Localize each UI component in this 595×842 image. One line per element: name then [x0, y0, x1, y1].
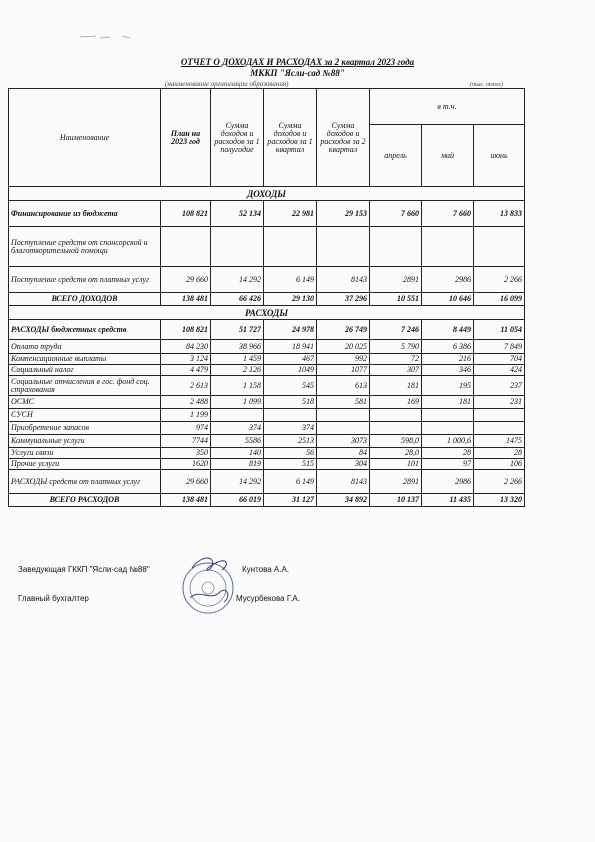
- cell-apr: 2891: [370, 470, 422, 494]
- row-label: Услуги связи: [9, 448, 161, 459]
- table-row: [9, 320, 525, 340]
- cell-q1: 31 127: [264, 494, 317, 507]
- cell-may: 11 435: [422, 494, 474, 507]
- cell-q1: 374: [264, 422, 317, 435]
- row-label: РАСХОДЫ бюджетных средств: [9, 320, 161, 340]
- cell-jun: [474, 409, 525, 422]
- cell-q1: 24 978: [264, 320, 317, 340]
- cell-jun: [474, 227, 525, 267]
- cell-q1: 2513: [264, 435, 317, 448]
- cell-jun: 1475: [474, 435, 525, 448]
- table-row: [9, 470, 525, 494]
- cell-q1: 518: [264, 396, 317, 409]
- row-label: СУСН: [9, 409, 161, 422]
- col-header-april: апрель: [370, 125, 422, 187]
- cell-jun: 13 833: [474, 201, 525, 227]
- cell-plan: 1620: [161, 459, 211, 470]
- row-label: Социальные отчисления в гос. фонд соц. страхования: [9, 376, 161, 396]
- cell-apr: 10 551: [370, 293, 422, 306]
- cell-q1: 29 130: [264, 293, 317, 306]
- cell-q1: 515: [264, 459, 317, 470]
- cell-may: [422, 227, 474, 267]
- cell-h1: 51 727: [211, 320, 264, 340]
- cell-q2: 992: [317, 354, 370, 365]
- cell-apr: [370, 422, 422, 435]
- table-row: [9, 435, 525, 448]
- cell-jun: 16 099: [474, 293, 525, 306]
- cell-jun: 7 849: [474, 340, 525, 354]
- cell-apr: 7 660: [370, 201, 422, 227]
- col-header-may: май: [422, 125, 474, 187]
- cell-jun: 11 054: [474, 320, 525, 340]
- cell-q2: 29 153: [317, 201, 370, 227]
- head-signature-label: Заведующая ГККП "Ясли-сад №88": [18, 565, 150, 574]
- cell-jun: 231: [474, 396, 525, 409]
- row-label: ВСЕГО ДОХОДОВ: [9, 293, 161, 306]
- cell-apr: 101: [370, 459, 422, 470]
- cell-apr: 7 246: [370, 320, 422, 340]
- section-expenses: [9, 306, 525, 320]
- cell-h1: 52 134: [211, 201, 264, 227]
- table-row: [9, 459, 525, 470]
- cell-q2: [317, 409, 370, 422]
- cell-jun: 28: [474, 448, 525, 459]
- col-header-q2: Сумма доходов и расходов за 2 квартал: [317, 89, 370, 187]
- cell-apr: 598,0: [370, 435, 422, 448]
- cell-may: 28: [422, 448, 474, 459]
- cell-may: 1 000,6: [422, 435, 474, 448]
- row-label: Поступление средств от спонсорской и благотворительной помощи: [9, 227, 161, 267]
- row-label: Компенсационные выплаты: [9, 354, 161, 365]
- col-header-plan: План на 2023 год: [161, 89, 211, 187]
- col-header-name: Наименование: [9, 89, 161, 187]
- row-label: Поступление средств от платных услуг: [9, 267, 161, 293]
- section-income: [9, 187, 525, 201]
- cell-may: [422, 409, 474, 422]
- cell-h1: 38 966: [211, 340, 264, 354]
- cell-apr: [370, 227, 422, 267]
- cell-q1: 56: [264, 448, 317, 459]
- cell-plan: 29 660: [161, 267, 211, 293]
- cell-h1: 14 292: [211, 470, 264, 494]
- cell-apr: 2891: [370, 267, 422, 293]
- row-label: Коммунальные услуги: [9, 435, 161, 448]
- cell-plan: 974: [161, 422, 211, 435]
- cell-q2: 3073: [317, 435, 370, 448]
- cell-h1: 1 099: [211, 396, 264, 409]
- cell-apr: 10 137: [370, 494, 422, 507]
- cell-h1: 2 126: [211, 365, 264, 376]
- cell-plan: 29 660: [161, 470, 211, 494]
- row-label: ВСЕГО РАСХОДОВ: [9, 494, 161, 507]
- cell-q2: 304: [317, 459, 370, 470]
- cell-apr: 72: [370, 354, 422, 365]
- cell-q2: 613: [317, 376, 370, 396]
- cell-plan: 84 230: [161, 340, 211, 354]
- cell-q2: 26 749: [317, 320, 370, 340]
- table-row: [9, 409, 525, 422]
- total-income-row: [9, 293, 525, 306]
- cell-q2: [317, 422, 370, 435]
- cell-plan: 7744: [161, 435, 211, 448]
- scan-marks: [0, 0, 595, 60]
- table-row: [9, 267, 525, 293]
- cell-may: 195: [422, 376, 474, 396]
- cell-q1: 22 981: [264, 201, 317, 227]
- cell-h1: 66 019: [211, 494, 264, 507]
- table-row: [9, 422, 525, 435]
- cell-plan: 3 124: [161, 354, 211, 365]
- cell-jun: 106: [474, 459, 525, 470]
- report-table: [8, 88, 525, 507]
- total-expenses-row: [9, 494, 525, 507]
- cell-may: 346: [422, 365, 474, 376]
- table-row: [9, 354, 525, 365]
- cell-plan: [161, 227, 211, 267]
- cell-apr: [370, 409, 422, 422]
- cell-may: 181: [422, 396, 474, 409]
- cell-may: 2986: [422, 267, 474, 293]
- cell-apr: 181: [370, 376, 422, 396]
- row-label: Финансирование из бюджета: [9, 201, 161, 227]
- col-header-q1: Сумма доходов и расходов за 1 квартал: [264, 89, 317, 187]
- cell-q2: 37 296: [317, 293, 370, 306]
- section-income-label: ДОХОДЫ: [9, 187, 525, 201]
- cell-h1: 819: [211, 459, 264, 470]
- col-header-june: июнь: [474, 125, 525, 187]
- report-title: ОТЧЕТ О ДОХОДАХ И РАСХОДАХ за 2 квартал 2023 года: [180, 57, 415, 67]
- row-label: Социальный налог: [9, 365, 161, 376]
- cell-h1: 374: [211, 422, 264, 435]
- cell-q2: [317, 227, 370, 267]
- cell-q1: 6 149: [264, 470, 317, 494]
- cell-q1: 18 941: [264, 340, 317, 354]
- cell-q1: [264, 227, 317, 267]
- cell-plan: 4 479: [161, 365, 211, 376]
- cell-jun: 13 320: [474, 494, 525, 507]
- accountant-name: Мусурбекова Г.А.: [236, 594, 300, 603]
- row-label: РАСХОДЫ средств от платных услуг: [9, 470, 161, 494]
- cell-may: 8 449: [422, 320, 474, 340]
- cell-may: 6 386: [422, 340, 474, 354]
- table-row: [9, 376, 525, 396]
- cell-q2: 8143: [317, 267, 370, 293]
- col-header-half-year: Сумма доходов и расходов за 1 полугодие: [211, 89, 264, 187]
- cell-apr: 5 790: [370, 340, 422, 354]
- cell-plan: 2 613: [161, 376, 211, 396]
- head-name: Кунтова А.А.: [242, 565, 290, 574]
- row-label: ОСМС: [9, 396, 161, 409]
- cell-plan: 2 488: [161, 396, 211, 409]
- cell-q2: 84: [317, 448, 370, 459]
- cell-h1: 14 292: [211, 267, 264, 293]
- cell-plan: 108 821: [161, 320, 211, 340]
- row-label: Оплата труда: [9, 340, 161, 354]
- cell-apr: 169: [370, 396, 422, 409]
- table-row: [9, 201, 525, 227]
- cell-may: 97: [422, 459, 474, 470]
- cell-plan: 138 481: [161, 293, 211, 306]
- cell-h1: 5586: [211, 435, 264, 448]
- col-header-including: в т.ч.: [370, 89, 525, 125]
- table-row: [9, 340, 525, 354]
- cell-q2: 8143: [317, 470, 370, 494]
- table-row: [9, 227, 525, 267]
- organization-name: МККП "Ясли-сад №88": [250, 68, 345, 78]
- cell-may: 10 646: [422, 293, 474, 306]
- cell-jun: 2 266: [474, 470, 525, 494]
- cell-apr: 307: [370, 365, 422, 376]
- cell-may: 2986: [422, 470, 474, 494]
- cell-plan: 108 821: [161, 201, 211, 227]
- cell-q1: 467: [264, 354, 317, 365]
- cell-jun: 424: [474, 365, 525, 376]
- cell-q1: 1049: [264, 365, 317, 376]
- official-stamp: [178, 552, 238, 616]
- cell-may: 216: [422, 354, 474, 365]
- row-label: Прочие услуги: [9, 459, 161, 470]
- cell-plan: 350: [161, 448, 211, 459]
- cell-q2: 34 892: [317, 494, 370, 507]
- cell-q2: 1077: [317, 365, 370, 376]
- accountant-label: Главный бухгалтер: [18, 594, 89, 603]
- cell-q1: [264, 409, 317, 422]
- cell-may: 7 660: [422, 201, 474, 227]
- cell-apr: 28,0: [370, 448, 422, 459]
- table-row: [9, 396, 525, 409]
- organization-caption: (наименование организации образования): [165, 80, 289, 88]
- cell-q2: 581: [317, 396, 370, 409]
- cell-plan: 1 199: [161, 409, 211, 422]
- cell-h1: [211, 409, 264, 422]
- cell-h1: 140: [211, 448, 264, 459]
- section-expenses-label: РАСХОДЫ: [9, 306, 525, 320]
- cell-q2: 20 025: [317, 340, 370, 354]
- cell-jun: 2 266: [474, 267, 525, 293]
- table-row: [9, 365, 525, 376]
- table-row: [9, 448, 525, 459]
- cell-q1: 6 149: [264, 267, 317, 293]
- cell-h1: 66 426: [211, 293, 264, 306]
- cell-plan: 138 481: [161, 494, 211, 507]
- cell-h1: [211, 227, 264, 267]
- cell-jun: 704: [474, 354, 525, 365]
- cell-jun: [474, 422, 525, 435]
- cell-h1: 1 158: [211, 376, 264, 396]
- cell-may: [422, 422, 474, 435]
- row-label: Приобретение запасов: [9, 422, 161, 435]
- cell-h1: 1 459: [211, 354, 264, 365]
- cell-jun: 237: [474, 376, 525, 396]
- units-label: (тыс. тенге): [470, 82, 504, 88]
- cell-q1: 545: [264, 376, 317, 396]
